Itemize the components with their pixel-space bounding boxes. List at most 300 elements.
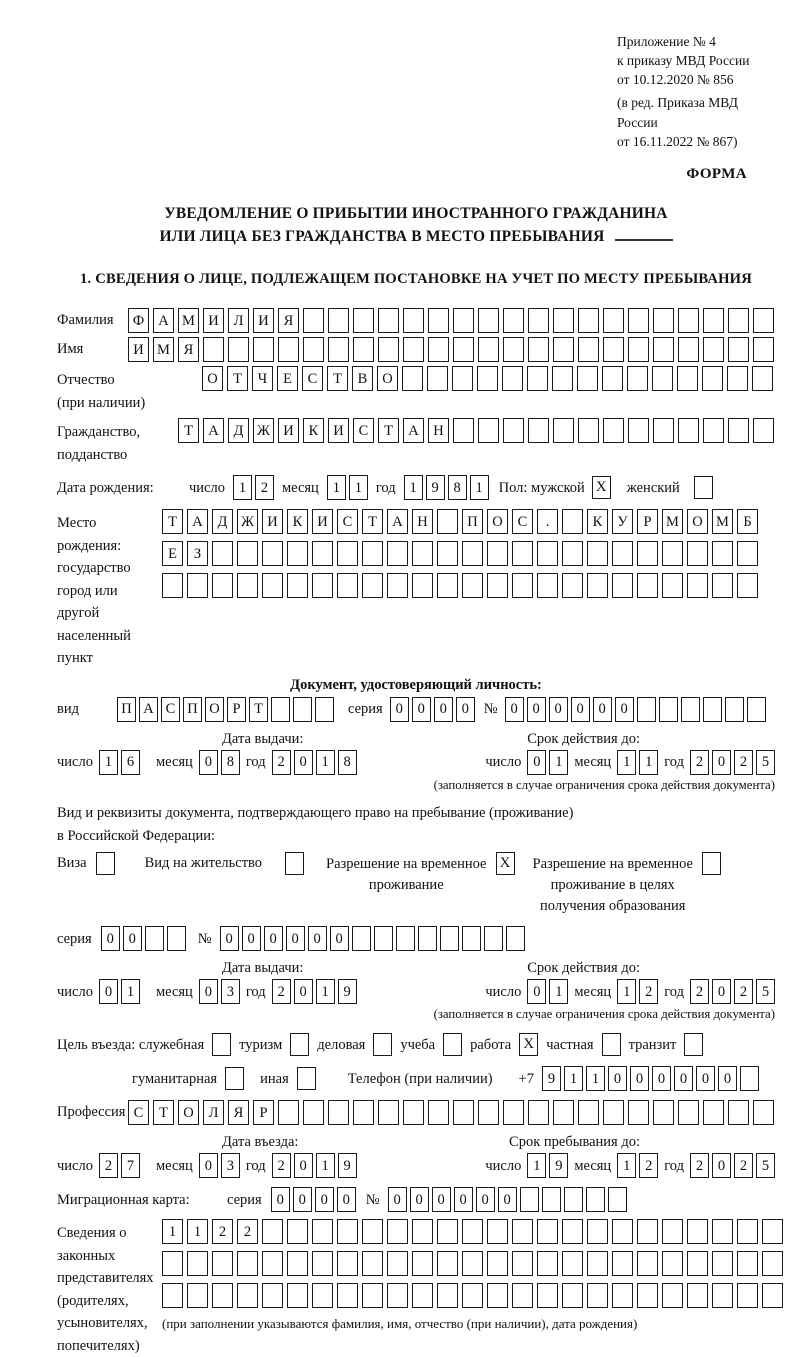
char-cell[interactable]: 0 xyxy=(294,750,313,775)
char-cell[interactable] xyxy=(253,337,274,362)
char-cell[interactable] xyxy=(537,1283,558,1308)
char-cell[interactable] xyxy=(418,926,437,951)
char-cell[interactable] xyxy=(553,1100,574,1125)
char-cell[interactable] xyxy=(412,1219,433,1244)
char-cell[interactable] xyxy=(653,418,674,443)
char-cell[interactable] xyxy=(753,1100,774,1125)
char-cell[interactable] xyxy=(287,541,308,566)
char-cell[interactable]: 1 xyxy=(549,979,568,1004)
char-cell[interactable] xyxy=(587,1283,608,1308)
char-cell[interactable] xyxy=(378,337,399,362)
char-cell[interactable]: 0 xyxy=(652,1066,671,1091)
char-cell[interactable]: Б xyxy=(737,509,758,534)
representatives-row1-cells[interactable] xyxy=(162,1219,783,1244)
char-cell[interactable] xyxy=(537,1219,558,1244)
stay-day-cells[interactable] xyxy=(527,1153,568,1178)
char-cell[interactable]: О xyxy=(205,697,224,722)
char-cell[interactable] xyxy=(527,366,548,391)
char-cell[interactable]: 0 xyxy=(390,697,409,722)
char-cell[interactable] xyxy=(378,308,399,333)
char-cell[interactable]: 3 xyxy=(221,1153,240,1178)
char-cell[interactable] xyxy=(428,308,449,333)
char-cell[interactable] xyxy=(752,366,773,391)
residence-permit-checkbox[interactable] xyxy=(285,852,304,875)
char-cell[interactable]: 0 xyxy=(412,697,431,722)
char-cell[interactable] xyxy=(278,1100,299,1125)
char-cell[interactable] xyxy=(725,697,744,722)
char-cell[interactable]: 9 xyxy=(338,979,357,1004)
char-cell[interactable]: 0 xyxy=(608,1066,627,1091)
char-cell[interactable] xyxy=(637,541,658,566)
char-cell[interactable] xyxy=(262,1219,283,1244)
char-cell[interactable]: Ч xyxy=(252,366,273,391)
char-cell[interactable] xyxy=(477,366,498,391)
char-cell[interactable] xyxy=(353,308,374,333)
doc-valid-day-cells[interactable] xyxy=(527,750,568,775)
char-cell[interactable] xyxy=(612,1283,633,1308)
char-cell[interactable]: 9 xyxy=(549,1153,568,1178)
char-cell[interactable] xyxy=(662,1219,683,1244)
char-cell[interactable] xyxy=(712,541,733,566)
char-cell[interactable] xyxy=(312,1283,333,1308)
char-cell[interactable] xyxy=(587,1251,608,1276)
char-cell[interactable]: 0 xyxy=(199,750,218,775)
representatives-row3-cells[interactable] xyxy=(162,1283,783,1308)
char-cell[interactable] xyxy=(453,1100,474,1125)
char-cell[interactable]: Е xyxy=(162,541,183,566)
char-cell[interactable]: 5 xyxy=(756,1153,775,1178)
char-cell[interactable]: 0 xyxy=(456,697,475,722)
char-cell[interactable]: 0 xyxy=(696,1066,715,1091)
permit-issue-day-cells[interactable] xyxy=(99,979,140,1004)
char-cell[interactable] xyxy=(737,1219,758,1244)
char-cell[interactable] xyxy=(403,337,424,362)
char-cell[interactable]: 0 xyxy=(432,1187,451,1212)
char-cell[interactable]: О xyxy=(487,509,508,534)
char-cell[interactable]: Е xyxy=(277,366,298,391)
char-cell[interactable] xyxy=(662,541,683,566)
char-cell[interactable]: 2 xyxy=(690,1153,709,1178)
char-cell[interactable]: 1 xyxy=(162,1219,183,1244)
char-cell[interactable]: 0 xyxy=(294,979,313,1004)
char-cell[interactable]: 0 xyxy=(505,697,524,722)
char-cell[interactable]: 1 xyxy=(233,475,252,500)
char-cell[interactable]: 2 xyxy=(272,1153,291,1178)
char-cell[interactable]: Т xyxy=(178,418,199,443)
char-cell[interactable] xyxy=(440,926,459,951)
char-cell[interactable]: 8 xyxy=(448,475,467,500)
char-cell[interactable]: 1 xyxy=(187,1219,208,1244)
char-cell[interactable]: К xyxy=(287,509,308,534)
char-cell[interactable] xyxy=(512,1283,533,1308)
permit-valid-year-cells[interactable] xyxy=(690,979,775,1004)
purpose-work-checkbox[interactable]: X xyxy=(519,1033,538,1056)
char-cell[interactable]: 8 xyxy=(338,750,357,775)
char-cell[interactable] xyxy=(703,308,724,333)
char-cell[interactable]: 2 xyxy=(734,750,753,775)
char-cell[interactable]: О xyxy=(178,1100,199,1125)
visa-checkbox[interactable] xyxy=(96,852,115,875)
char-cell[interactable] xyxy=(687,1283,708,1308)
char-cell[interactable] xyxy=(437,509,458,534)
char-cell[interactable] xyxy=(462,1219,483,1244)
phone-cells[interactable] xyxy=(542,1066,759,1091)
char-cell[interactable] xyxy=(162,573,183,598)
char-cell[interactable] xyxy=(687,573,708,598)
char-cell[interactable]: С xyxy=(353,418,374,443)
char-cell[interactable] xyxy=(437,541,458,566)
char-cell[interactable]: С xyxy=(337,509,358,534)
char-cell[interactable] xyxy=(747,697,766,722)
char-cell[interactable] xyxy=(712,1219,733,1244)
char-cell[interactable]: Р xyxy=(227,697,246,722)
migr-number-cells[interactable] xyxy=(388,1187,627,1212)
char-cell[interactable] xyxy=(512,541,533,566)
char-cell[interactable] xyxy=(552,366,573,391)
char-cell[interactable] xyxy=(587,541,608,566)
temp-permit-checkbox[interactable]: X xyxy=(496,852,515,875)
char-cell[interactable] xyxy=(728,337,749,362)
char-cell[interactable]: Н xyxy=(428,418,449,443)
char-cell[interactable] xyxy=(503,1100,524,1125)
char-cell[interactable] xyxy=(312,1251,333,1276)
char-cell[interactable]: Р xyxy=(637,509,658,534)
char-cell[interactable] xyxy=(412,573,433,598)
char-cell[interactable] xyxy=(740,1066,759,1091)
char-cell[interactable] xyxy=(703,1100,724,1125)
char-cell[interactable] xyxy=(337,573,358,598)
char-cell[interactable] xyxy=(271,697,290,722)
char-cell[interactable] xyxy=(362,1283,383,1308)
birth-month-cells[interactable] xyxy=(327,475,368,500)
char-cell[interactable]: Ж xyxy=(237,509,258,534)
char-cell[interactable]: С xyxy=(512,509,533,534)
char-cell[interactable]: И xyxy=(203,308,224,333)
birthplace-row2-cells[interactable] xyxy=(162,541,758,566)
char-cell[interactable]: О xyxy=(202,366,223,391)
char-cell[interactable]: 2 xyxy=(272,750,291,775)
char-cell[interactable]: 0 xyxy=(527,979,546,1004)
char-cell[interactable]: 0 xyxy=(308,926,327,951)
char-cell[interactable]: Т xyxy=(378,418,399,443)
char-cell[interactable] xyxy=(453,418,474,443)
char-cell[interactable] xyxy=(578,1100,599,1125)
char-cell[interactable]: 0 xyxy=(527,697,546,722)
char-cell[interactable]: Л xyxy=(203,1100,224,1125)
char-cell[interactable] xyxy=(303,308,324,333)
char-cell[interactable]: С xyxy=(161,697,180,722)
char-cell[interactable] xyxy=(687,541,708,566)
char-cell[interactable] xyxy=(562,1219,583,1244)
char-cell[interactable] xyxy=(562,1283,583,1308)
profession-cells[interactable] xyxy=(128,1100,774,1125)
char-cell[interactable] xyxy=(362,1219,383,1244)
char-cell[interactable]: 0 xyxy=(330,926,349,951)
temp-edu-checkbox[interactable] xyxy=(702,852,721,875)
char-cell[interactable] xyxy=(502,366,523,391)
char-cell[interactable] xyxy=(612,541,633,566)
char-cell[interactable] xyxy=(303,337,324,362)
char-cell[interactable] xyxy=(337,1219,358,1244)
char-cell[interactable] xyxy=(737,1283,758,1308)
char-cell[interactable] xyxy=(753,308,774,333)
char-cell[interactable] xyxy=(212,1251,233,1276)
char-cell[interactable]: 0 xyxy=(199,979,218,1004)
char-cell[interactable]: Ф xyxy=(128,308,149,333)
char-cell[interactable] xyxy=(528,418,549,443)
char-cell[interactable] xyxy=(662,1251,683,1276)
sex-male-checkbox[interactable]: X xyxy=(592,476,611,499)
char-cell[interactable]: А xyxy=(387,509,408,534)
stay-year-cells[interactable] xyxy=(690,1153,775,1178)
char-cell[interactable]: А xyxy=(403,418,424,443)
birth-year-cells[interactable] xyxy=(404,475,489,500)
char-cell[interactable] xyxy=(553,418,574,443)
permit-valid-month-cells[interactable] xyxy=(617,979,658,1004)
char-cell[interactable] xyxy=(453,337,474,362)
patronymic-cells[interactable] xyxy=(202,366,773,391)
char-cell[interactable]: О xyxy=(687,509,708,534)
char-cell[interactable] xyxy=(287,573,308,598)
char-cell[interactable] xyxy=(374,926,393,951)
char-cell[interactable] xyxy=(681,697,700,722)
char-cell[interactable] xyxy=(287,1251,308,1276)
char-cell[interactable] xyxy=(603,337,624,362)
char-cell[interactable]: 1 xyxy=(527,1153,546,1178)
char-cell[interactable]: Я xyxy=(228,1100,249,1125)
char-cell[interactable] xyxy=(578,308,599,333)
char-cell[interactable]: М xyxy=(662,509,683,534)
char-cell[interactable] xyxy=(462,573,483,598)
char-cell[interactable] xyxy=(328,1100,349,1125)
char-cell[interactable] xyxy=(462,926,481,951)
char-cell[interactable] xyxy=(387,573,408,598)
char-cell[interactable]: 2 xyxy=(212,1219,233,1244)
birthplace-row1-cells[interactable] xyxy=(162,509,758,534)
char-cell[interactable] xyxy=(677,366,698,391)
char-cell[interactable]: 1 xyxy=(564,1066,583,1091)
char-cell[interactable] xyxy=(353,1100,374,1125)
char-cell[interactable] xyxy=(702,366,723,391)
char-cell[interactable] xyxy=(293,697,312,722)
char-cell[interactable] xyxy=(503,337,524,362)
char-cell[interactable] xyxy=(737,1251,758,1276)
char-cell[interactable] xyxy=(553,308,574,333)
char-cell[interactable] xyxy=(608,1187,627,1212)
char-cell[interactable]: Н xyxy=(412,509,433,534)
char-cell[interactable]: 0 xyxy=(315,1187,334,1212)
char-cell[interactable]: 0 xyxy=(476,1187,495,1212)
char-cell[interactable]: 0 xyxy=(101,926,120,951)
char-cell[interactable] xyxy=(662,1283,683,1308)
char-cell[interactable] xyxy=(603,418,624,443)
char-cell[interactable]: 0 xyxy=(593,697,612,722)
char-cell[interactable] xyxy=(387,1219,408,1244)
char-cell[interactable]: 0 xyxy=(454,1187,473,1212)
permit-issue-month-cells[interactable] xyxy=(199,979,240,1004)
char-cell[interactable] xyxy=(637,1283,658,1308)
doc-valid-month-cells[interactable] xyxy=(617,750,658,775)
char-cell[interactable] xyxy=(703,337,724,362)
char-cell[interactable]: И xyxy=(253,308,274,333)
doc-number-cells[interactable] xyxy=(505,697,766,722)
char-cell[interactable]: К xyxy=(303,418,324,443)
char-cell[interactable] xyxy=(487,1219,508,1244)
citizenship-cells[interactable] xyxy=(178,418,774,443)
char-cell[interactable]: 8 xyxy=(221,750,240,775)
char-cell[interactable]: Я xyxy=(178,337,199,362)
char-cell[interactable]: 2 xyxy=(690,979,709,1004)
permit-issue-year-cells[interactable] xyxy=(272,979,357,1004)
entry-day-cells[interactable] xyxy=(99,1153,140,1178)
char-cell[interactable]: С xyxy=(302,366,323,391)
char-cell[interactable]: 1 xyxy=(549,750,568,775)
char-cell[interactable]: . xyxy=(537,509,558,534)
char-cell[interactable] xyxy=(628,1100,649,1125)
char-cell[interactable]: 1 xyxy=(316,1153,335,1178)
char-cell[interactable] xyxy=(562,541,583,566)
char-cell[interactable]: 5 xyxy=(756,979,775,1004)
char-cell[interactable] xyxy=(537,573,558,598)
char-cell[interactable] xyxy=(203,337,224,362)
char-cell[interactable]: П xyxy=(117,697,136,722)
char-cell[interactable] xyxy=(737,541,758,566)
char-cell[interactable]: 2 xyxy=(639,979,658,1004)
char-cell[interactable] xyxy=(528,337,549,362)
char-cell[interactable] xyxy=(586,1187,605,1212)
char-cell[interactable]: Я xyxy=(278,308,299,333)
char-cell[interactable]: 1 xyxy=(404,475,423,500)
char-cell[interactable]: И xyxy=(328,418,349,443)
char-cell[interactable] xyxy=(528,1100,549,1125)
char-cell[interactable] xyxy=(337,1251,358,1276)
char-cell[interactable] xyxy=(553,337,574,362)
char-cell[interactable] xyxy=(562,573,583,598)
char-cell[interactable]: Л xyxy=(228,308,249,333)
char-cell[interactable] xyxy=(162,1251,183,1276)
char-cell[interactable] xyxy=(542,1187,561,1212)
char-cell[interactable] xyxy=(228,337,249,362)
char-cell[interactable]: 1 xyxy=(617,1153,636,1178)
char-cell[interactable] xyxy=(328,308,349,333)
char-cell[interactable] xyxy=(428,1100,449,1125)
char-cell[interactable] xyxy=(703,697,722,722)
char-cell[interactable]: 0 xyxy=(337,1187,356,1212)
char-cell[interactable] xyxy=(437,1219,458,1244)
char-cell[interactable]: Д xyxy=(228,418,249,443)
char-cell[interactable] xyxy=(737,573,758,598)
char-cell[interactable] xyxy=(312,541,333,566)
char-cell[interactable]: 0 xyxy=(410,1187,429,1212)
char-cell[interactable]: 0 xyxy=(294,1153,313,1178)
char-cell[interactable] xyxy=(637,1251,658,1276)
char-cell[interactable] xyxy=(628,337,649,362)
char-cell[interactable]: А xyxy=(153,308,174,333)
char-cell[interactable] xyxy=(762,1283,783,1308)
char-cell[interactable]: 1 xyxy=(639,750,658,775)
char-cell[interactable] xyxy=(337,1283,358,1308)
birth-day-cells[interactable] xyxy=(233,475,274,500)
entry-year-cells[interactable] xyxy=(272,1153,357,1178)
char-cell[interactable]: 2 xyxy=(237,1219,258,1244)
char-cell[interactable] xyxy=(653,308,674,333)
char-cell[interactable]: 9 xyxy=(426,475,445,500)
doc-issue-day-cells[interactable] xyxy=(99,750,140,775)
char-cell[interactable] xyxy=(353,337,374,362)
char-cell[interactable]: М xyxy=(178,308,199,333)
char-cell[interactable] xyxy=(428,337,449,362)
char-cell[interactable] xyxy=(578,337,599,362)
char-cell[interactable] xyxy=(262,573,283,598)
char-cell[interactable] xyxy=(403,1100,424,1125)
char-cell[interactable] xyxy=(212,1283,233,1308)
char-cell[interactable] xyxy=(637,1219,658,1244)
char-cell[interactable] xyxy=(537,541,558,566)
char-cell[interactable]: 1 xyxy=(617,750,636,775)
char-cell[interactable] xyxy=(484,926,503,951)
char-cell[interactable] xyxy=(703,418,724,443)
char-cell[interactable]: Т xyxy=(162,509,183,534)
char-cell[interactable] xyxy=(478,308,499,333)
char-cell[interactable]: М xyxy=(712,509,733,534)
char-cell[interactable]: А xyxy=(139,697,158,722)
char-cell[interactable]: 0 xyxy=(286,926,305,951)
char-cell[interactable] xyxy=(678,308,699,333)
char-cell[interactable]: И xyxy=(262,509,283,534)
char-cell[interactable]: 9 xyxy=(542,1066,561,1091)
doc-series-cells[interactable] xyxy=(390,697,475,722)
char-cell[interactable]: А xyxy=(187,509,208,534)
sex-female-checkbox[interactable] xyxy=(694,476,713,499)
char-cell[interactable] xyxy=(728,308,749,333)
char-cell[interactable]: 0 xyxy=(674,1066,693,1091)
char-cell[interactable] xyxy=(437,1251,458,1276)
char-cell[interactable] xyxy=(753,418,774,443)
char-cell[interactable] xyxy=(387,541,408,566)
char-cell[interactable] xyxy=(412,1251,433,1276)
char-cell[interactable] xyxy=(712,573,733,598)
char-cell[interactable]: Т xyxy=(153,1100,174,1125)
doc-type-cells[interactable] xyxy=(117,697,334,722)
char-cell[interactable] xyxy=(278,337,299,362)
char-cell[interactable] xyxy=(564,1187,583,1212)
char-cell[interactable] xyxy=(337,541,358,566)
char-cell[interactable]: К xyxy=(587,509,608,534)
char-cell[interactable]: 0 xyxy=(293,1187,312,1212)
char-cell[interactable] xyxy=(378,1100,399,1125)
char-cell[interactable] xyxy=(506,926,525,951)
char-cell[interactable] xyxy=(653,337,674,362)
char-cell[interactable] xyxy=(396,926,415,951)
char-cell[interactable] xyxy=(628,418,649,443)
purpose-other-checkbox[interactable] xyxy=(297,1067,316,1090)
char-cell[interactable]: Р xyxy=(253,1100,274,1125)
char-cell[interactable] xyxy=(387,1283,408,1308)
char-cell[interactable]: 3 xyxy=(221,979,240,1004)
char-cell[interactable]: 0 xyxy=(549,697,568,722)
char-cell[interactable]: 0 xyxy=(712,750,731,775)
char-cell[interactable]: П xyxy=(462,509,483,534)
char-cell[interactable]: 0 xyxy=(199,1153,218,1178)
char-cell[interactable]: 6 xyxy=(121,750,140,775)
char-cell[interactable] xyxy=(352,926,371,951)
char-cell[interactable] xyxy=(587,573,608,598)
char-cell[interactable]: Т xyxy=(362,509,383,534)
purpose-transit-checkbox[interactable] xyxy=(684,1033,703,1056)
char-cell[interactable] xyxy=(237,1251,258,1276)
char-cell[interactable] xyxy=(603,308,624,333)
char-cell[interactable] xyxy=(212,541,233,566)
